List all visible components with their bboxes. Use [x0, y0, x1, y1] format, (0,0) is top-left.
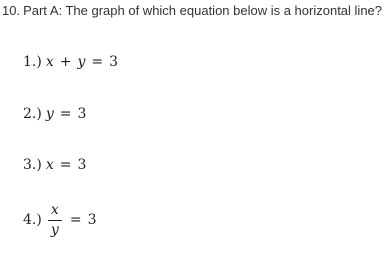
question-prompt	[2, 2, 382, 19]
question-number: 10.	[2, 3, 21, 18]
fraction-denominator: y	[50, 222, 59, 238]
question-text: Part A: The graph of which equation below is a horizontal line?	[23, 3, 383, 18]
option-label: 1.)	[23, 54, 42, 70]
option-3	[23, 157, 86, 173]
variable-x: x	[45, 54, 54, 70]
option-label: 3.)	[23, 157, 42, 173]
option-label: 4.)	[23, 212, 42, 228]
variable-y: y	[77, 54, 86, 70]
equals-sign: =	[59, 157, 72, 173]
option-2	[23, 106, 86, 122]
equals-sign: =	[69, 212, 82, 228]
option-4	[23, 203, 96, 237]
equals-sign: =	[91, 54, 104, 70]
fraction-numerator: x	[50, 202, 59, 218]
constant: 3	[77, 157, 87, 173]
equals-sign: =	[59, 106, 72, 122]
constant: 3	[77, 106, 87, 122]
option-1	[23, 54, 118, 70]
fraction-bar	[48, 220, 62, 221]
fraction	[48, 203, 62, 237]
plus-sign: +	[59, 54, 72, 70]
option-label: 2.)	[23, 106, 42, 122]
constant: 3	[109, 54, 119, 70]
variable-y: y	[45, 106, 54, 122]
constant: 3	[87, 212, 97, 228]
variable-x: x	[45, 157, 54, 173]
